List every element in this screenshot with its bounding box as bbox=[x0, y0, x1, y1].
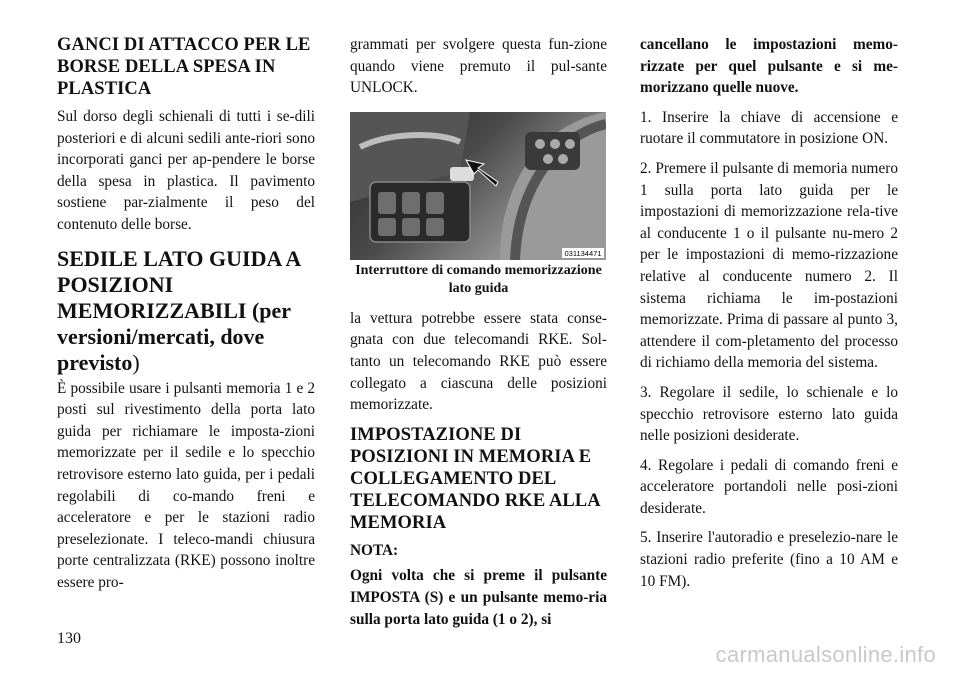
photo-caption: Interruttore di comando memorizzazione lato guida bbox=[355, 262, 602, 296]
watermark: carmanualsonline.info bbox=[715, 642, 936, 667]
shopping-bag-hooks-paragraph: Sul dorso degli schienali di tutti i se-dili posteriori e di alcuni sedili ante-riori sono incorporati ganci per ap-pendere le borse della spesa in plastica. Il pavimento sostiene par-zialmente il peso del contenuto delle borse. bbox=[57, 108, 315, 233]
memory-seat-paragraph: È possibile usare i pulsanti memoria 1 e 2 posti sul rivestimento della porta lato guida per richiamare le imposta-zioni memorizzate per il sedile e lo specchio retrovisore esterno lato guida, per i pedali regolabili di co-mando freni e acceleratore e per le stazioni radio preselezionate. I teleco-mandi chiusura porte centralizzata (RKE) possono inoltre essere pro- bbox=[57, 379, 315, 591]
step-4: 4. Regolare i pedali di comando freni e acceleratore portandoli nelle posi-zioni desiderate. bbox=[640, 456, 898, 517]
memory-button-icon bbox=[450, 167, 474, 181]
left-column bbox=[57, 34, 315, 602]
note-continuation: cancellano le impostazioni memo-rizzate per quel pulsante e si me-morizzano quelle nuove. bbox=[640, 36, 898, 97]
switch-button-icon bbox=[402, 192, 420, 214]
page-number: 130 bbox=[57, 630, 81, 647]
middle-column bbox=[350, 34, 607, 638]
driver-memory-switch-photo bbox=[350, 112, 606, 260]
switch-button-icon bbox=[402, 218, 420, 236]
step-3: 3. Regolare il sedile, lo schienale e lo specchio retrovisore esterno lato guida nelle posizioni desiderate. bbox=[640, 383, 898, 445]
memory-seat-heading-text: SEDILE LATO GUIDA A POSIZIONI MEMORIZZABILI (per versioni/mercati, dove previsto bbox=[57, 245, 301, 375]
switch-button-icon bbox=[378, 218, 396, 236]
step-1: 1. Inserire la chiave di accensione e ruotare il commutatore in posizione ON. bbox=[640, 108, 898, 148]
rke-paragraph: la vettura potrebbe essere stata conse-gnata con due telecomandi RKE. Sol-tanto un telecomando RKE può essere collegato a ciascuna delle posizioni memorizzate. bbox=[350, 309, 607, 414]
switch-button-icon bbox=[426, 218, 444, 236]
wheel-button-icon bbox=[558, 154, 568, 164]
note-text: Ogni volta che si preme il pulsante IMPOSTA (S) e un pulsante memo-ria sulla porta lato guida (1 o 2), si bbox=[350, 567, 607, 628]
wheel-button-icon bbox=[565, 139, 575, 149]
note-label: NOTA: bbox=[350, 541, 399, 559]
memory-seat-heading-paren: ) bbox=[132, 349, 140, 375]
unlock-paragraph: grammati per svolgere questa fun-zione quando viene premuto il pul-sante UNLOCK. bbox=[350, 36, 607, 97]
wheel-control-panel bbox=[525, 132, 580, 170]
wheel-button-icon bbox=[535, 139, 545, 149]
image-code: 031134471 bbox=[564, 248, 602, 258]
right-column bbox=[640, 34, 898, 600]
memory-setup-heading: IMPOSTAZIONE DI POSIZIONI IN MEMORIA E COLLEGAMENTO DEL TELECOMANDO RKE ALLA MEMORIA bbox=[350, 424, 600, 533]
wheel-button-icon bbox=[543, 154, 553, 164]
memory-seat-heading bbox=[57, 246, 315, 376]
switch-button-icon bbox=[378, 192, 396, 214]
driver-memory-switch-illustration bbox=[350, 112, 606, 260]
wheel-button-icon bbox=[550, 139, 560, 149]
step-2: 2. Premere il pulsante di memoria numero 1 sulla porta lato guida per le impostazioni di memorizzazione rela-tive al conducente 1 o il pulsante nu-mero 2 per le impostazioni di memo-rizzazione relative al conducente numero 2. Il sistema richiama le im-postazioni memorizzate. Prima di passare al punto 3, attendere il com-pletamento del processo di richiamo della memoria del sistema. bbox=[640, 159, 898, 372]
switch-button-icon bbox=[426, 192, 444, 214]
shopping-bag-hooks-heading: GANCI DI ATTACCO PER LE BORSE DELLA SPESA IN PLASTICA bbox=[57, 35, 311, 99]
step-5: 5. Inserire l'autoradio e preselezio-nare le stazioni radio preferite (fino a 10 AM e 10 FM). bbox=[640, 529, 898, 590]
